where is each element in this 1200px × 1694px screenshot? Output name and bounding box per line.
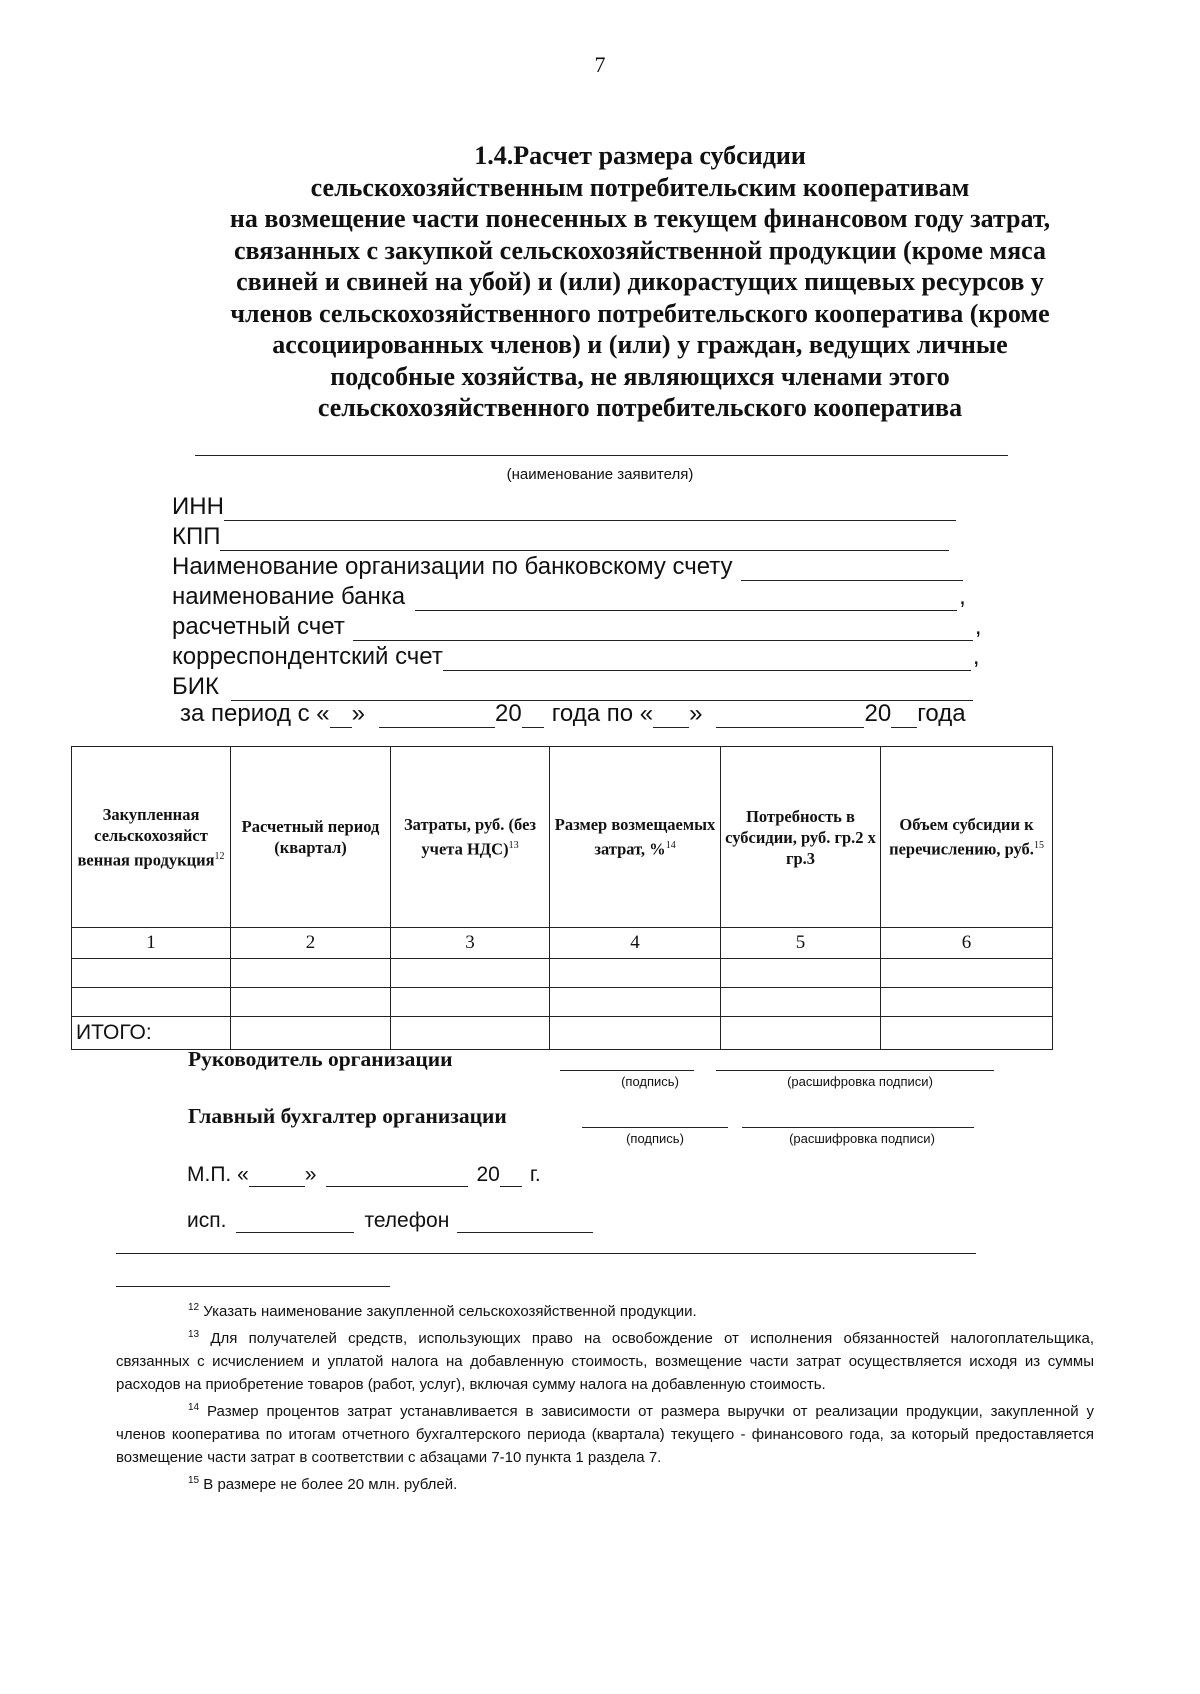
page-number: 7: [594, 52, 606, 77]
signature-caption: (подпись): [626, 1131, 684, 1146]
stamp-year-suffix: г.: [529, 1163, 541, 1186]
column-number: 3: [391, 928, 550, 959]
column-number-row: [72, 928, 1053, 959]
table-cell[interactable]: [721, 1017, 881, 1050]
inn-label: ИНН: [172, 493, 224, 520]
stamp-year-field[interactable]: [500, 1166, 522, 1187]
column-header: Потребность в субсидии, руб. гр.2 х гр.3: [721, 747, 881, 928]
inn-field[interactable]: [224, 498, 956, 521]
table-cell[interactable]: [881, 1017, 1053, 1050]
subsidy-table: [71, 746, 1053, 1050]
title-line: ассоциированных членов) и (или) у граждан, ведущих личные: [272, 330, 1008, 359]
kpp-label: КПП: [172, 523, 221, 550]
period-middle: года по «: [551, 700, 654, 727]
head-label: Руководитель организации: [188, 1047, 453, 1071]
executor-label: исп.: [187, 1209, 227, 1232]
stamp-label: М.П. «: [187, 1163, 249, 1186]
table-cell[interactable]: [550, 1017, 721, 1050]
table-cell[interactable]: [721, 959, 881, 988]
title-line: членов сельскохозяйственного потребительского кооператива (кроме: [230, 298, 1050, 328]
bik-field[interactable]: [231, 678, 973, 701]
footnote: $^{15}$ В размере не более 20 млн. рублей.: [188, 1475, 458, 1493]
year-prefix: 20: [494, 700, 522, 727]
column-number: 1: [72, 928, 231, 959]
org-name-label: Наименование организации по банковскому счету: [172, 553, 733, 580]
signature-caption: (подпись): [621, 1074, 679, 1089]
total-row: [72, 1017, 1053, 1050]
stamp-day-field[interactable]: [249, 1166, 305, 1187]
column-header: Закупленная сельскохозяйст венная продукция$^{12}$: [72, 747, 231, 928]
org-name-field[interactable]: [741, 558, 963, 581]
table-cell[interactable]: [391, 959, 550, 988]
title-line: подсобные хозяйства, не являющихся членами этого: [330, 361, 950, 391]
bank-name-field[interactable]: [415, 588, 957, 611]
table-row: [72, 988, 1053, 1017]
column-header: Размер возмещаемых затрат, %$^{14}$: [550, 747, 721, 928]
head-decoding-field[interactable]: [716, 1070, 994, 1071]
period-end-year-field[interactable]: [891, 705, 917, 728]
table-cell[interactable]: [881, 959, 1053, 988]
table-cell[interactable]: [72, 988, 231, 1017]
column-number: 4: [550, 928, 721, 959]
footnote: $^{12}$ Указать наименование закупленной сельскохозяйственной продукции.: [188, 1302, 697, 1320]
period-start-day-field[interactable]: [330, 705, 352, 728]
header-row: [72, 747, 1053, 928]
applicant-caption: (наименование заявителя): [506, 466, 694, 483]
period-suffix: года: [917, 700, 966, 727]
bik-label: БИК: [172, 673, 219, 700]
executor-field[interactable]: [236, 1212, 354, 1233]
table-cell[interactable]: [231, 1017, 391, 1050]
applicant-name-field[interactable]: [195, 455, 1008, 456]
column-header: Расчетный период (квартал): [231, 747, 391, 928]
table-cell[interactable]: [72, 959, 231, 988]
bik-row: [172, 673, 973, 701]
column-header: Затраты, руб. (без учета НДС)$^{13}$: [391, 747, 550, 928]
stamp-month-field[interactable]: [326, 1166, 468, 1187]
kpp-field[interactable]: [220, 528, 949, 551]
org-name-row: [172, 553, 963, 581]
stamp-year-prefix: 20: [476, 1163, 500, 1186]
table-cell[interactable]: [231, 988, 391, 1017]
footnote-separator: [116, 1286, 390, 1287]
table-cell[interactable]: [721, 988, 881, 1017]
column-number: 2: [231, 928, 391, 959]
footnote: $^{13}$ Для получателей средств, использующих право на освобождение от исполнения обязанностей налогоплательщика, связанных с исчислением и уплатой налога на добавленную стоимость, возмещение части затрат осуществляется исходя из суммы расходов на приобретение товаров (работ, услуг), включая сумму налога на добавленную стоимость.: [116, 1329, 1094, 1393]
stamp-row: [187, 1163, 541, 1187]
corr-account-row: [172, 643, 980, 671]
title-line: связанных с закупкой сельскохозяйственной продукции (кроме мяса: [233, 235, 1047, 265]
comma: ,: [974, 613, 982, 640]
inn-row: [172, 493, 956, 521]
decoding-caption: (расшифровка подписи): [789, 1131, 935, 1146]
table-row: [72, 959, 1053, 988]
document-title: [150, 140, 1130, 424]
title-line: 1.4.Расчет размера субсидии: [474, 141, 806, 170]
accountant-label: Главный бухгалтер организации: [188, 1104, 507, 1128]
accountant-decoding-field[interactable]: [742, 1127, 974, 1128]
phone-label: телефон: [364, 1209, 450, 1232]
table-cell[interactable]: [391, 988, 550, 1017]
corr-account-field[interactable]: [443, 648, 971, 671]
head-signature-field[interactable]: [560, 1070, 694, 1071]
period-prefix: за период с «: [180, 700, 330, 727]
quote: »: [689, 700, 703, 727]
phone-field[interactable]: [457, 1212, 593, 1233]
accountant-signature-field[interactable]: [582, 1127, 728, 1128]
kpp-row: [172, 523, 949, 551]
decoding-caption: (расшифровка подписи): [787, 1074, 933, 1089]
year-prefix: 20: [864, 700, 892, 727]
comma: ,: [972, 643, 980, 670]
total-label: ИТОГО:: [72, 1017, 231, 1050]
quote: »: [304, 1163, 317, 1186]
period-start-month-field[interactable]: [379, 705, 495, 728]
account-field[interactable]: [353, 618, 973, 641]
period-row: [180, 700, 966, 728]
period-start-year-field[interactable]: [522, 705, 544, 728]
table-cell[interactable]: [231, 959, 391, 988]
footnote: $^{14}$ Размер процентов затрат устанавливается в зависимости от размера выручки от реализации продукции, закупленной у членов кооператива по итогам отчетного бухгалтерского периода (квартала) текущего - финансового года, за который предоставляется возмещение части затрат в соответствии с абзацами 7-10 пункта 1 раздела 7.: [116, 1402, 1094, 1466]
bank-name-row: [172, 583, 966, 611]
quote: »: [351, 700, 365, 727]
executor-row: [187, 1209, 593, 1233]
footnotes: [116, 1296, 1094, 1496]
corr-account-label: корреспондентский счет: [172, 643, 443, 670]
account-label: расчетный счет: [172, 613, 345, 640]
account-row: [172, 613, 982, 641]
title-line: сельскохозяйственным потребительским кооперативам: [310, 172, 970, 202]
table-cell[interactable]: [550, 988, 721, 1017]
period-end-day-field[interactable]: [653, 705, 689, 728]
table-cell[interactable]: [391, 1017, 550, 1050]
table-cell[interactable]: [881, 988, 1053, 1017]
column-number: 6: [881, 928, 1053, 959]
comma: ,: [959, 583, 966, 610]
period-end-month-field[interactable]: [716, 705, 864, 728]
table-cell[interactable]: [550, 959, 721, 988]
column-header: Объем субсидии к перечислению, руб.$^{15}$: [881, 747, 1053, 928]
bank-name-label: наименование банка: [172, 583, 406, 610]
title-line: на возмещение части понесенных в текущем финансовом году затрат,: [229, 204, 1051, 233]
title-line: сельскохозяйственного потребительского кооператива: [317, 393, 963, 422]
divider: [116, 1253, 976, 1254]
column-number: 5: [721, 928, 881, 959]
title-line: свиней и свиней на убой) и (или) дикорастущих пищевых ресурсов у: [236, 267, 1044, 296]
